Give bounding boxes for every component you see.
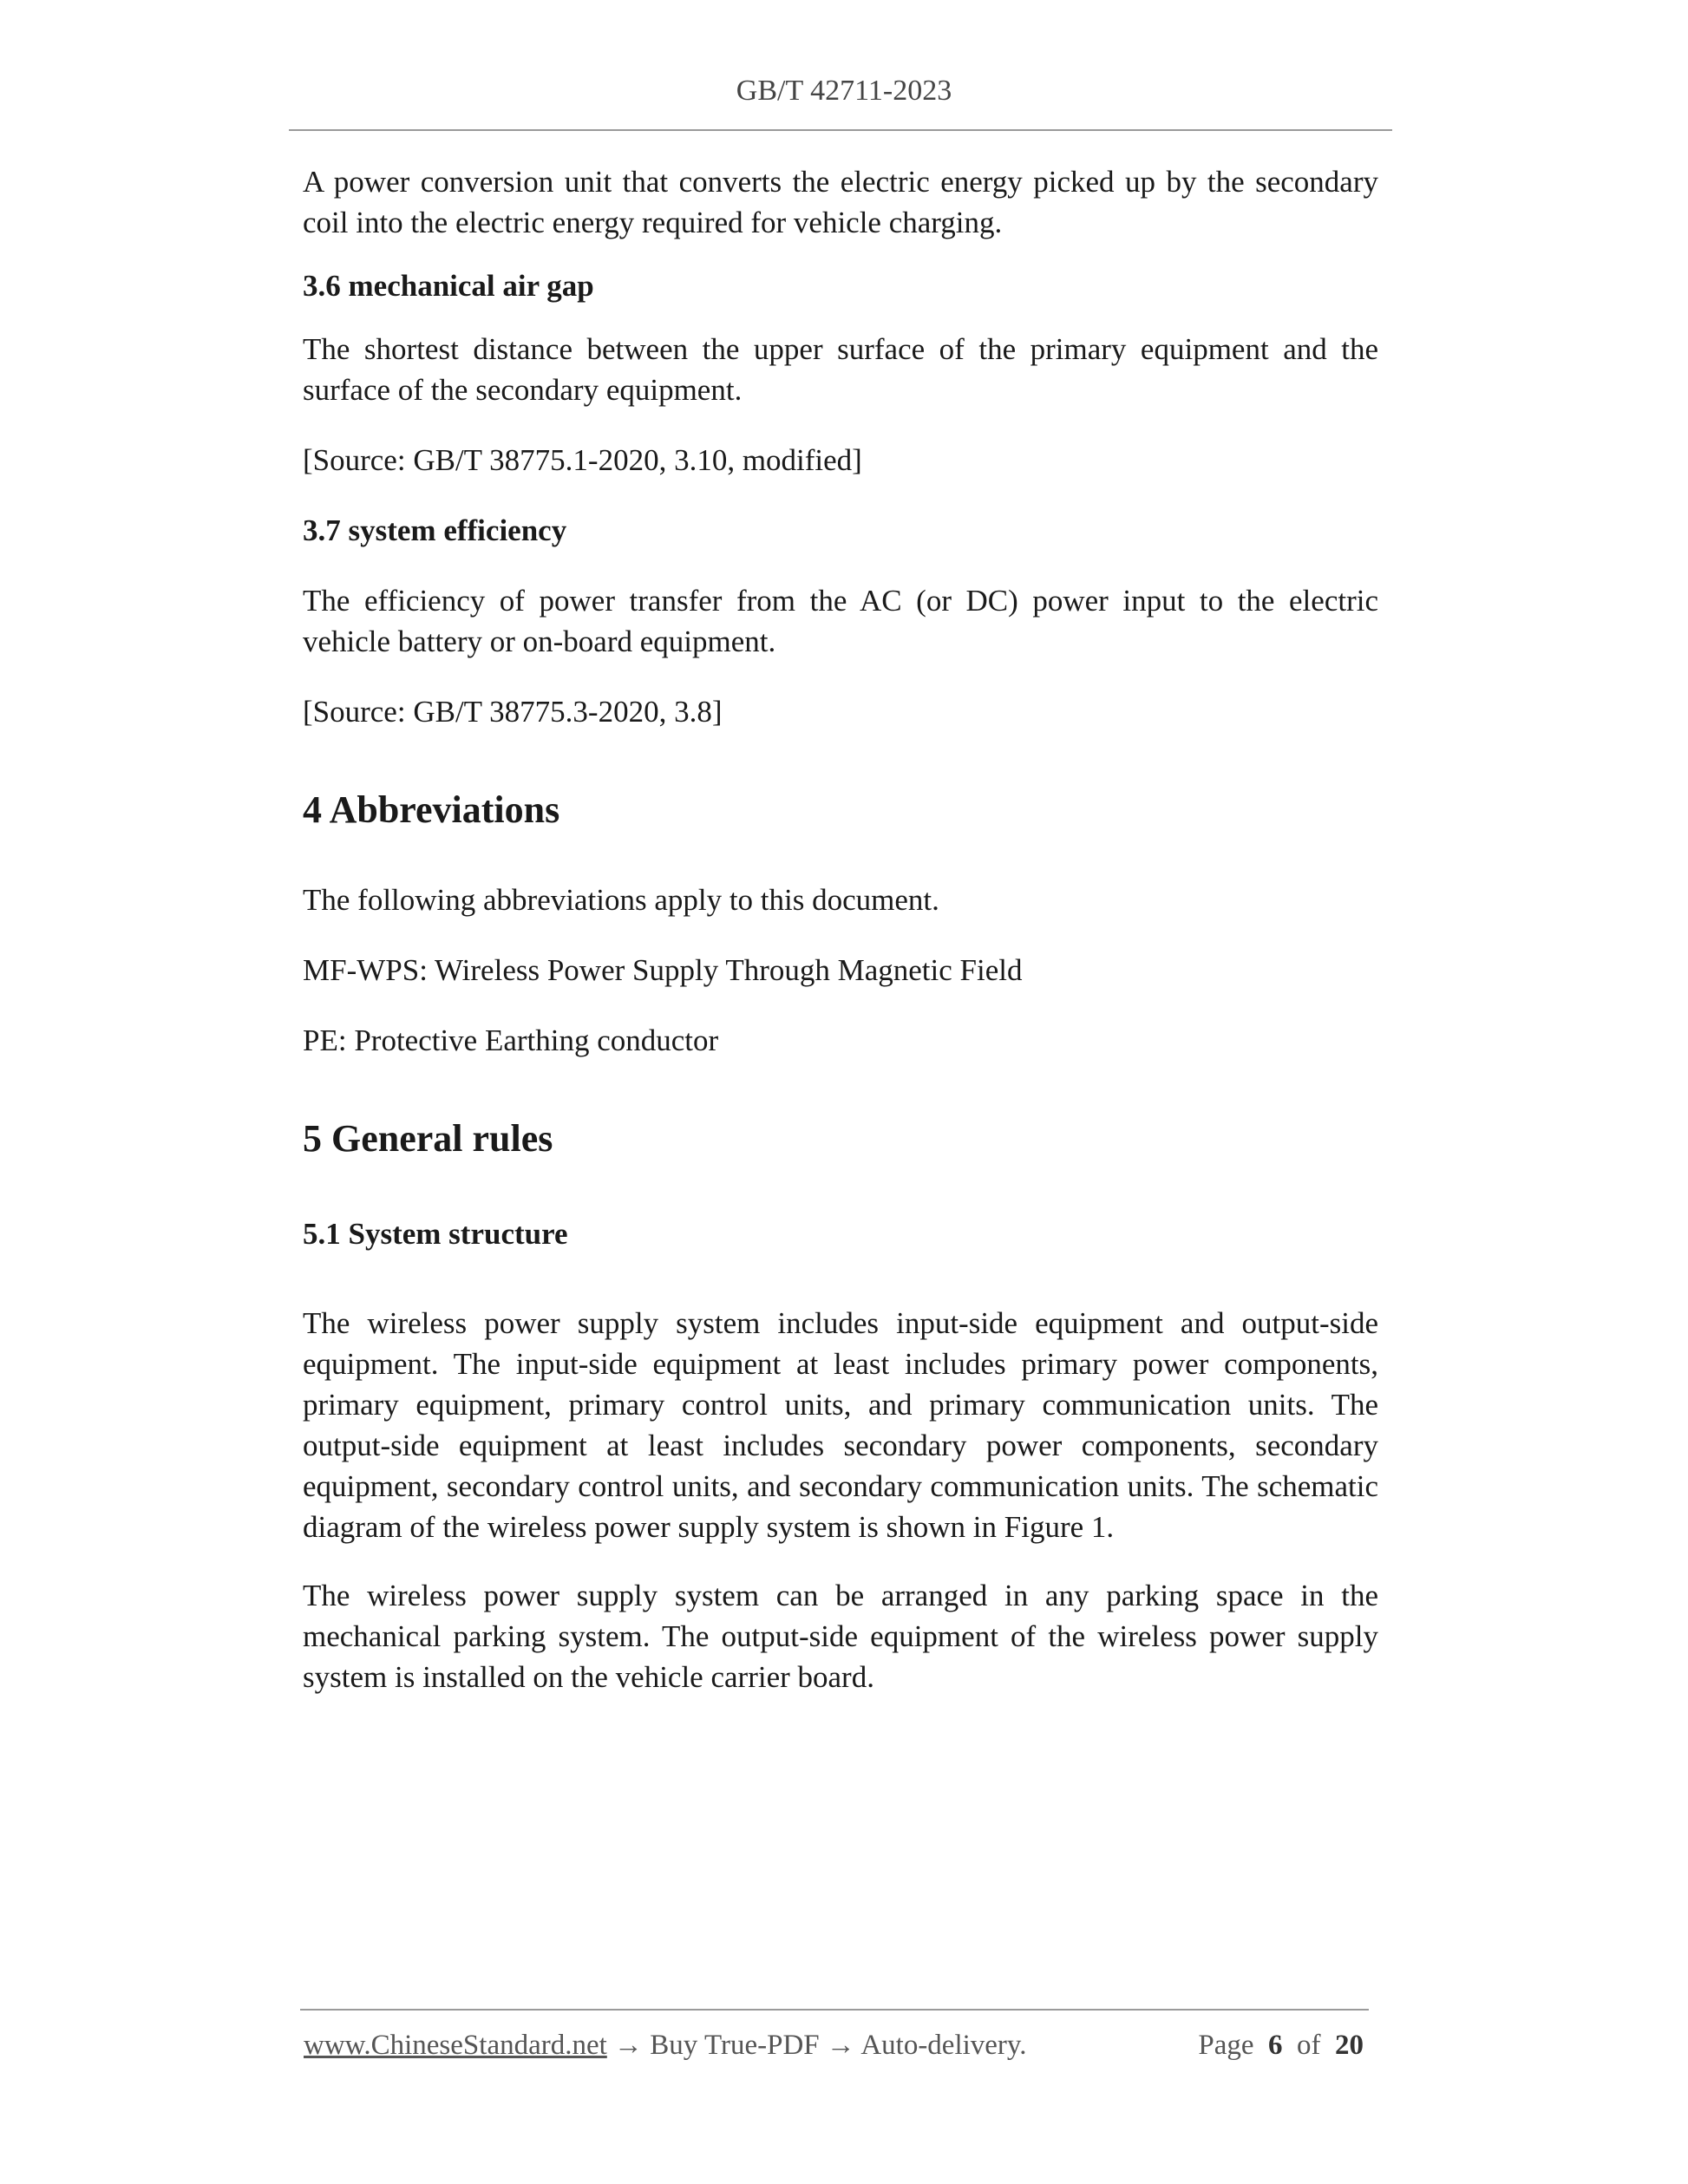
subsection-5-1-heading: 5.1 System structure xyxy=(303,1217,568,1251)
of-word: of xyxy=(1297,2030,1321,2061)
page-total: 20 xyxy=(1335,2030,1364,2061)
paragraph-power-conversion: A power conversion unit that converts the electric energy picked up by the secondary coil into the electric energy required for vehicle charging. xyxy=(303,165,1378,239)
document-body xyxy=(303,161,1378,1697)
footer-divider xyxy=(300,2009,1369,2011)
page-current: 6 xyxy=(1268,2030,1283,2061)
paragraph-3-6-definition: The shortest distance between the upper surface of the primary equipment and the surface of the secondary equipment. xyxy=(303,332,1378,407)
page-header-doc-id: GB/T 42711-2023 xyxy=(736,75,952,107)
abbreviation-mf-wps: MF-WPS: Wireless Power Supply Through Magnetic Field xyxy=(303,953,1023,987)
header-divider xyxy=(289,129,1392,131)
page-number xyxy=(1198,2030,1364,2062)
site-link[interactable]: www.ChineseStandard.net xyxy=(304,2030,607,2061)
term-3-6-heading: 3.6 mechanical air gap xyxy=(303,269,594,303)
section-5-heading: 5 General rules xyxy=(303,1117,553,1160)
term-3-7-heading: 3.7 system efficiency xyxy=(303,513,567,547)
source-3-7: [Source: GB/T 38775.3-2020, 3.8] xyxy=(303,695,723,729)
arrow-right-icon: → xyxy=(826,2030,855,2061)
footer-promo xyxy=(304,2030,1027,2062)
arrow-right-icon: → xyxy=(614,2030,644,2061)
delivery-text: Auto-delivery. xyxy=(860,2030,1027,2061)
paragraph-3-7-definition: The efficiency of power transfer from the AC (or DC) power input to the electric vehicle battery or on-board equipment. xyxy=(303,584,1378,658)
page-word: Page xyxy=(1198,2030,1254,2061)
abbreviation-pe: PE: Protective Earthing conductor xyxy=(303,1023,719,1057)
source-3-6: [Source: GB/T 38775.1-2020, 3.10, modified] xyxy=(303,443,862,477)
section-4-heading: 4 Abbreviations xyxy=(303,788,560,831)
buy-text: Buy True-PDF xyxy=(650,2030,820,2061)
paragraph-5-1-arrangement: The wireless power supply system can be arranged in any parking space in the mechanical parking system. The output-side equipment of the wireless power supply system is installed on the vehicle carrier board. xyxy=(303,1579,1378,1694)
paragraph-5-1-structure: The wireless power supply system includes input-side equipment and output-side equipment. The input-side equipment at least includes primary power components, primary equipment, primary control units, and primary communication units. The output-side equipment at least includes secondary power components, secondary equipment, secondary control units, and secondary communication units. The schematic diagram of the wireless power supply system is shown in Figure 1. xyxy=(303,1306,1378,1544)
paragraph-abbreviations-intro: The following abbreviations apply to this document. xyxy=(303,883,939,917)
